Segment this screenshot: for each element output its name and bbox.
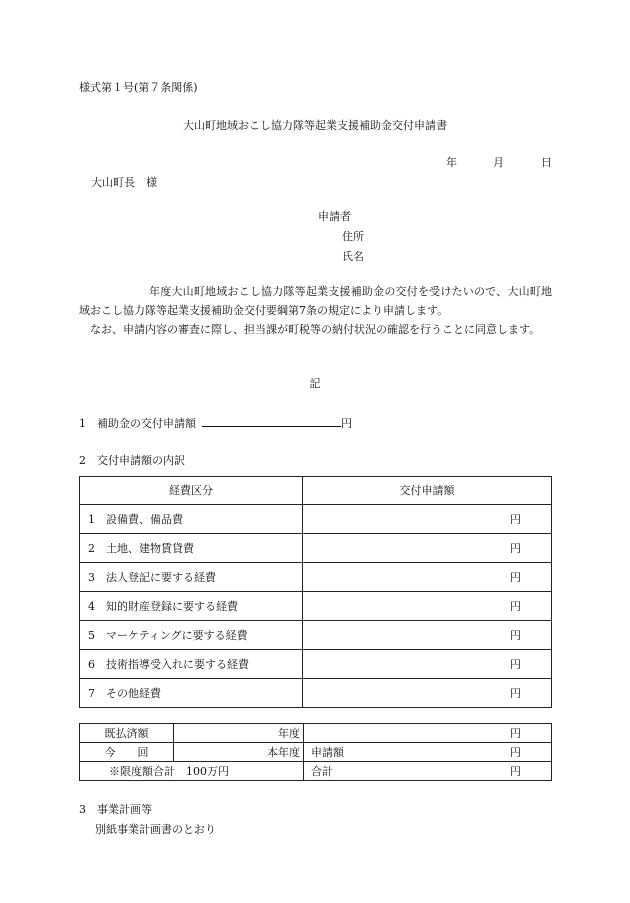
table-row	[80, 563, 552, 592]
form-number: 様式第１号(第７条関係)	[79, 81, 198, 94]
section-3-label: 3 事業計画等	[79, 803, 152, 816]
document-title: 大山町地域おこし協力隊等起業支援補助金交付申請書	[183, 119, 447, 132]
current-amount-unit: 円	[510, 745, 521, 759]
breakdown-table	[79, 476, 552, 708]
date-day-label: 日	[541, 156, 552, 169]
total-amount-unit: 円	[510, 764, 521, 778]
expense-category: 3 法人登記に要する経費	[80, 563, 303, 592]
expense-amount-unit: 円	[303, 621, 552, 650]
breakdown-header-amount: 交付申請額	[303, 477, 552, 505]
section-2-label: 2 交付申請額の内訳	[79, 454, 185, 467]
date-year-label: 年	[446, 156, 457, 169]
section-1-label: 1 補助金の交付申請額	[79, 417, 196, 430]
limit-note: ※限度額合計 100万円	[80, 762, 304, 781]
expense-amount-unit: 円	[303, 505, 552, 534]
table-row	[80, 505, 552, 534]
expense-category: 1 設備費、備品費	[80, 505, 303, 534]
section-3-text: 別紙事業計画書のとおり	[95, 823, 216, 836]
table-row	[80, 679, 552, 708]
section-1-requested-amount	[79, 416, 352, 429]
paid-label: 既払済額	[80, 724, 174, 743]
current-year-label: 本年度	[174, 743, 304, 762]
expense-amount-unit: 円	[303, 679, 552, 708]
table-row	[80, 592, 552, 621]
applicant-label: 申請者	[318, 210, 351, 223]
applicant-address-label: 住所	[342, 230, 364, 243]
expense-amount-unit: 円	[303, 534, 552, 563]
expense-amount-unit: 円	[303, 563, 552, 592]
section-1-unit: 円	[341, 417, 352, 430]
expense-category: 6 技術指導受入れに要する経費	[80, 650, 303, 679]
summary-table	[79, 723, 552, 781]
expense-category: 2 土地、建物賃貸費	[80, 534, 303, 563]
expense-amount-unit: 円	[303, 650, 552, 679]
summary-row-total	[80, 762, 552, 781]
date-month-label: 月	[493, 156, 504, 169]
ki-marker: 記	[309, 377, 321, 390]
expense-category: 7 その他経費	[80, 679, 303, 708]
requested-amount-blank	[202, 416, 341, 427]
expense-amount-unit: 円	[303, 592, 552, 621]
paid-year-label: 年度	[174, 724, 304, 743]
addressee: 大山町長 様	[91, 176, 157, 189]
table-row	[80, 650, 552, 679]
applicant-name-label: 氏名	[342, 250, 364, 263]
total-amount-cell	[304, 762, 552, 781]
summary-row-current	[80, 743, 552, 762]
current-amount-cell	[304, 743, 552, 762]
total-label: 合計	[311, 764, 333, 778]
application-statement: 年度大山町地域おこし協力隊等起業支援補助金の交付を受けたいので、大山町地域おこし協力隊等起業支援補助金交付要綱第7条の規定により申請します。	[79, 285, 552, 317]
expense-category: 4 知的財産登録に要する経費	[80, 592, 303, 621]
summary-row-paid	[80, 724, 552, 743]
table-row	[80, 534, 552, 563]
consent-statement: なお、申請内容の審査に際し、担当課が町税等の納付状況の確認を行うことに同意します。	[90, 323, 541, 336]
breakdown-header-category: 経費区分	[80, 477, 303, 505]
table-row	[80, 621, 552, 650]
paid-amount-unit: 円	[304, 724, 552, 743]
current-request-label: 申請額	[311, 745, 344, 759]
current-label: 今 回	[80, 743, 174, 762]
expense-category: 5 マーケティングに要する経費	[80, 621, 303, 650]
